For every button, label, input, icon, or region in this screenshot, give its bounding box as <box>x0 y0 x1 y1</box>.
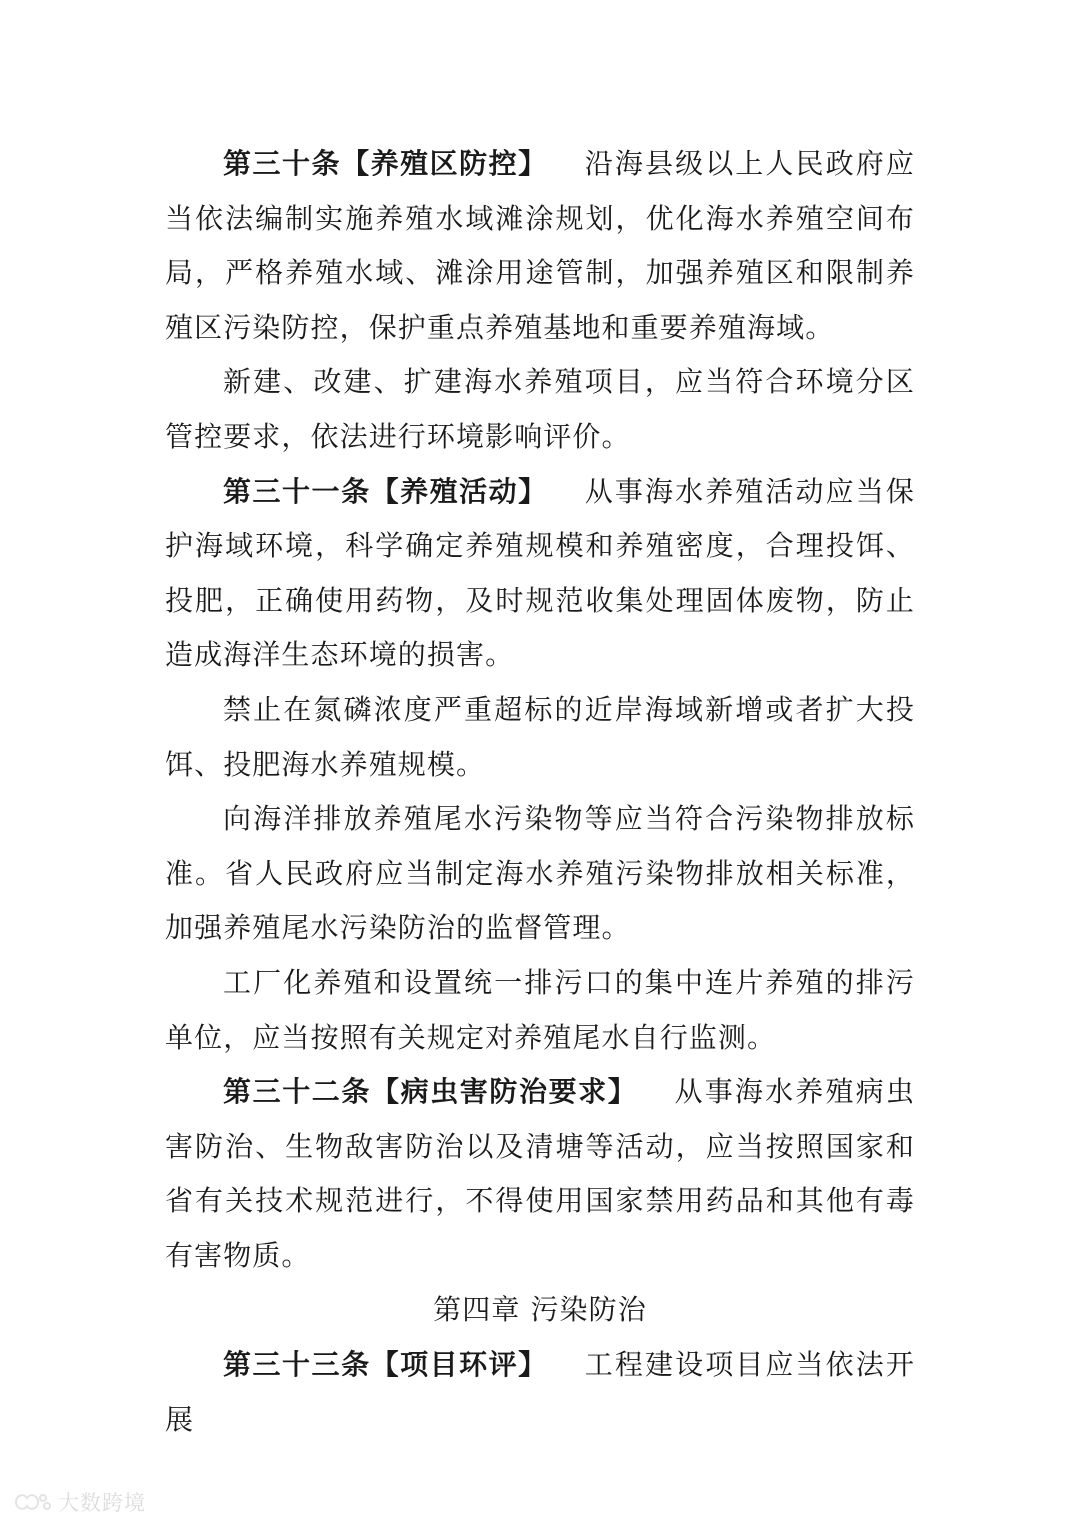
watermark-text: 大数跨境 <box>58 1491 146 1515</box>
article-31-paragraph <box>165 465 915 683</box>
article-33-paragraph <box>165 1338 915 1447</box>
article-31-heading: 第三十一条【养殖活动】 <box>223 474 548 508</box>
article-33-text: 工程建设项目应当依法开展 <box>165 1348 915 1436</box>
article-31-text-2: 禁止在氮磷浓度严重超标的近岸海域新增或者扩大投饵、投肥海水养殖规模。 <box>165 692 915 781</box>
article-31-text-3: 向海洋排放养殖尾水污染物等应当符合污染物排放标准。省人民政府应当制定海水养殖污染物排放相关标准，加强养殖尾水污染防治的监督管理。 <box>165 802 915 945</box>
article-32-text: 从事海水养殖病虫害防治、生物敌害防治以及清塘等活动，应当按照国家和省有关技术规范进行，不得使用国家禁用药品和其他有毒有害物质。 <box>165 1075 915 1272</box>
article-30-paragraph <box>165 137 915 355</box>
article-31-text-4: 工厂化养殖和设置统一排污口的集中连片养殖的排污单位，应当按照有关规定对养殖尾水自行监测。 <box>165 965 915 1054</box>
article-30-heading: 第三十条【养殖区防控】 <box>223 147 548 180</box>
document-body <box>165 137 915 1447</box>
article-31-text: 从事海水养殖活动应当保护海域环境，科学确定养殖规模和养殖密度，合理投饵、投肥，正确使用药物，及时规范收集处理固体废物，防止造成海洋生态环境的损害。 <box>165 474 915 672</box>
article-32-heading: 第三十二条【病虫害防治要求】 <box>223 1075 638 1109</box>
article-30-paragraph-2 <box>165 355 915 464</box>
article-30-text-2: 新建、改建、扩建海水养殖项目，应当符合环境分区管控要求，依法进行环境影响评价。 <box>165 365 915 453</box>
article-32-paragraph <box>165 1065 915 1283</box>
article-31-paragraph-4 <box>165 956 915 1065</box>
article-33-heading: 第三十三条【项目环评】 <box>223 1348 548 1382</box>
article-31-paragraph-2 <box>165 683 915 792</box>
article-31-paragraph-3 <box>165 792 915 956</box>
watermark <box>12 1488 146 1516</box>
watermark-logo-icon <box>12 1490 52 1514</box>
article-30-text: 沿海县级以上人民政府应当依法编制实施养殖水域滩涂规划，优化海水养殖空间布局，严格养殖水域、滩涂用途管制，加强养殖区和限制养殖区污染防控，保护重点养殖基地和重要养殖海域。 <box>165 147 915 344</box>
chapter-title: 第四章 污染防治 <box>433 1293 647 1327</box>
